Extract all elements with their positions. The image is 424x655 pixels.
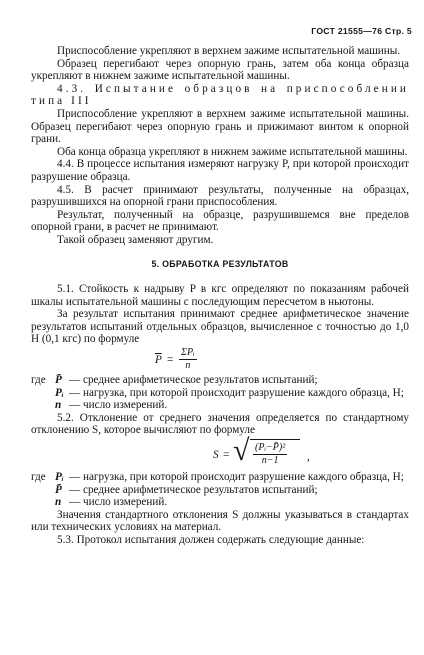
paragraph: 4.4. В процессе испытания измеряют нагрузку P, при которой происходит разрушение образца. <box>31 158 409 183</box>
page-body <box>31 45 409 547</box>
formula-denominator: n <box>185 360 191 372</box>
paragraph: 4.5. В расчет принимают результаты, полученные на образцах, разрушившихся на опорной грани приспособления. <box>31 183 409 209</box>
definition-symbol: P̄ <box>55 374 62 387</box>
definition-row <box>31 374 409 387</box>
definition-symbol: Pᵢ <box>55 471 64 484</box>
definition-text: — нагрузка, при которой происходит разрушение каждого образца, Н; <box>69 471 404 484</box>
subsection-heading: 4.3. Испытание образцов на приспособлении типа III <box>31 82 409 108</box>
definition-prefix <box>31 484 55 497</box>
paragraph: Оба конца образца укрепляют в нижнем зажиме испытательной машины. <box>57 145 408 158</box>
definition-text: — нагрузка, при которой происходит разрушение каждого образца, Н; <box>69 386 404 399</box>
paragraph: Приспособление укрепляют в верхнем зажиме испытательной машины. Образец перегибают через опорную грань и прижимают винтом к опорной грани. <box>31 107 409 146</box>
formula-lhs: $\overline{P}$ <box>155 354 162 367</box>
definition-row <box>31 484 409 497</box>
paragraph: Образец перегибают через опорную грань, затем оба конца образца укрепляют в нижнем зажиме испытательной машины. <box>31 57 409 83</box>
definition-symbol: n <box>55 496 62 509</box>
definition-symbol: Pᵢ <box>55 386 64 399</box>
definition-prefix <box>31 496 55 509</box>
radical-bar <box>250 439 300 440</box>
definition-row <box>31 496 409 509</box>
paragraph: Результат, полученный на образце, разрушившемся вне пределов опорной грани, в расчет не принимают. <box>31 208 409 234</box>
formula-numerator: (Pᵢ−P̄)² <box>255 442 286 454</box>
formula-mean <box>31 346 409 374</box>
formula-equals: = <box>223 449 230 462</box>
formula-numerator: ΣPᵢ <box>181 347 195 359</box>
definition-text: — число измерений. <box>69 496 168 509</box>
definition-text: — число измерений. <box>69 399 168 412</box>
paragraph: 5.1. Стойкость к надрыву P в кгс определяют по показаниям рабочей шкалы испытательной машины с последующим пересчетом в ньютоны. <box>31 283 409 308</box>
formula-denominator: n−1 <box>261 455 279 467</box>
formula-std-dev <box>31 434 409 471</box>
formula-fraction <box>253 442 287 467</box>
paragraph: Такой образец заменяют другим. <box>57 233 214 246</box>
definition-text: — среднее арифметическое результатов испытаний; <box>69 483 318 496</box>
definition-symbol: P̄ <box>55 483 62 496</box>
paragraph: За результат испытания принимают среднее арифметическое значение результатов испытаний отдельных образцов, вычисленное с точностью до 1,0 Н (0,1 кгс) по формуле <box>31 308 409 346</box>
definition-prefix <box>31 387 55 400</box>
paragraph: Приспособление укрепляют в верхнем зажиме испытательной машины. <box>57 45 401 57</box>
formula-fraction <box>179 347 197 372</box>
definition-symbol: n <box>55 399 62 412</box>
paragraph: 5.3. Протокол испытания должен содержать следующие данные: <box>57 534 365 546</box>
definitions-list <box>31 471 409 509</box>
definitions-list <box>31 374 409 412</box>
paragraph: Значения стандартного отклонения S должны указываться в стандартах или технических условиях на материал. <box>31 508 409 534</box>
definition-prefix: где <box>31 374 46 387</box>
definition-prefix <box>31 399 55 412</box>
section-title: 5. ОБРАБОТКА РЕЗУЛЬТАТОВ <box>151 258 289 269</box>
definition-row <box>31 471 409 484</box>
definition-row <box>31 387 409 400</box>
formula-equals: = <box>167 354 174 367</box>
radical-sign: √ <box>233 434 250 468</box>
formula-lhs: S <box>213 449 219 462</box>
page-header: ГОСТ 21555—76 Стр. 5 <box>311 26 412 36</box>
definition-row <box>31 399 409 412</box>
paragraph: 5.2. Отклонение от среднего значения определяется по стандартному отклонению S, которое вычисляют по формуле <box>31 411 409 437</box>
formula-tail: , <box>307 451 310 464</box>
definition-text: — среднее арифметическое результатов испытаний; <box>69 374 318 387</box>
definition-prefix: где <box>31 471 46 484</box>
